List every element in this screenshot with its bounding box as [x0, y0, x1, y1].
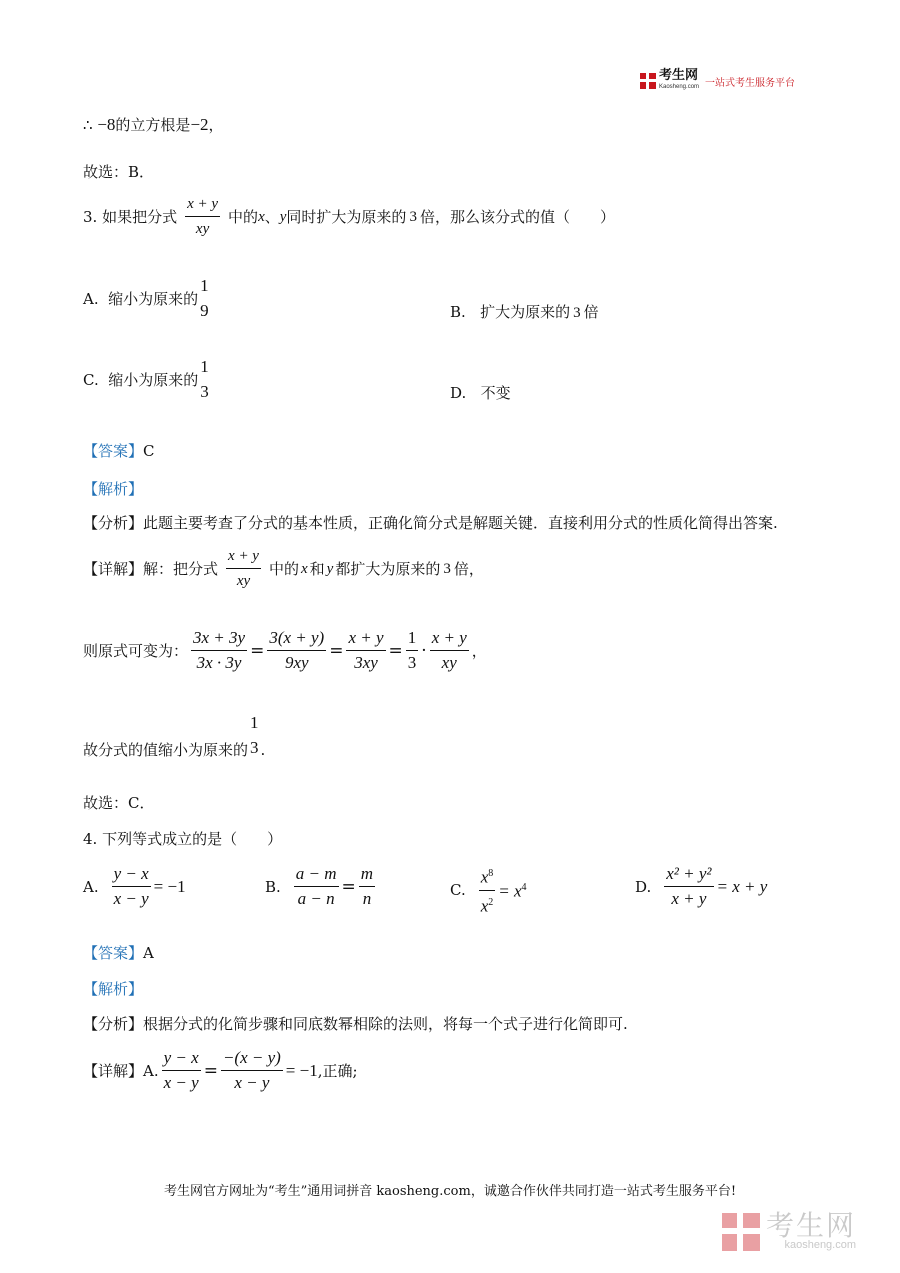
answer-3: 【答案】C: [83, 442, 155, 460]
detail-3-fraction: $\frac{x + y}{xy}$: [228, 548, 259, 589]
header-brand: 考生网: [659, 67, 699, 82]
conclusion-3: 故分式的值缩小为原来的 1 3 .: [83, 712, 266, 759]
header-brand-domain: Kaosheng.com: [659, 84, 700, 90]
header-slogan: 一站式考生服务平台: [705, 77, 796, 89]
eq-fraction-3: $\frac{x + y}{3xy}$: [348, 628, 384, 672]
footer-text: 考生网官方网址为“考生”通用词拼音 kaosheng.com，诚邀合作伙伴共同打造一站式考生服务平台!: [163, 1184, 737, 1199]
watermark-brand: 考生网: [766, 1210, 857, 1241]
eq-fraction-2: $\frac{3(x + y)}{9xy}$: [269, 628, 325, 672]
eq-fraction-5: $\frac{x + y}{xy}$: [431, 628, 467, 672]
analysis-heading-3: 【解析】: [83, 480, 144, 498]
answer-4: 【答案】A: [83, 944, 154, 962]
watermark-domain: kaosheng.com: [784, 1239, 857, 1251]
eq-fraction-1: $\frac{3x + 3y}{3x \cdot 3y}$: [193, 628, 246, 672]
line-choose-b: 故选：B．: [83, 163, 155, 181]
q3-option-b[interactable]: B. 扩大为原来的 3 倍: [450, 303, 599, 321]
footer-watermark: [722, 1210, 857, 1251]
q3-fraction: $\frac{x + y}{xy}$: [187, 196, 219, 237]
analysis-4: 【分析】根据分式的化简步骤和同底数幂相除的法则，将每一个式子进行化简即可.: [83, 1015, 628, 1033]
kaosheng-logo-icon: [640, 73, 656, 89]
line-cube-root: ∴ −8的立方根是−2，: [83, 115, 224, 134]
detail-3: 【详解】 解：把分式 $\frac{x + y}{xy}$ 中的 x 和 y 都扩大为原来的 3 倍，: [83, 548, 484, 589]
q4-option-b[interactable]: B. $\frac{a - m}{a - n}$ = $\frac{m}{n}$: [265, 864, 374, 908]
q3-option-a[interactable]: A. 缩小为原来的 1 9: [83, 276, 209, 320]
optC-fraction: 1 3: [200, 357, 209, 401]
question-4: 4. 下列等式成立的是（ ）: [83, 830, 283, 848]
eq-fraction-4: $\frac{1}{3}$: [407, 628, 417, 672]
analysis-heading-4: 【解析】: [83, 980, 144, 998]
line-choose-c: 故选：C．: [83, 794, 155, 812]
equation-chain: 则原式可变为： $\frac{3x + 3y}{3x \cdot 3y}$ = $\frac{3(x + y)}{9xy}$ = $\frac{x + y}{3xy}$ = $\frac{1}{3}$ · $\frac{x + y}{xy}$ ，: [83, 628, 487, 672]
detail-4: 【详解】 A. $\frac{y - x}{x - y}$ = $\frac{-(x - y)}{x - y}$ = −1 ,正确;: [83, 1048, 358, 1092]
q3-option-c[interactable]: C. 缩小为原来的 1 3: [83, 357, 209, 401]
conclusion-fraction: 1 3: [250, 712, 259, 757]
header-logo: [640, 67, 796, 92]
question-3: 3. 如果把分式 $\frac{x + y}{xy}$ 中的 x 、 y 同时扩大为原来的 3 倍，那么该分式的值（ ）: [83, 196, 615, 237]
q4-option-a[interactable]: A. $\frac{y - x}{x - y}$ = −1: [83, 864, 186, 908]
optA-fraction: 1 9: [200, 276, 209, 320]
q4-option-d[interactable]: D. $\frac{\text{x² + y²}}{x + y}$ = x + y: [635, 864, 768, 908]
q4-option-c[interactable]: C. $\frac{x^8}{x^2}$ = $x^4$: [450, 864, 527, 916]
q3-option-d[interactable]: D. 不变: [450, 384, 511, 402]
analysis-3: 【分析】此题主要考查了分式的基本性质，正确化简分式是解题关键．直接利用分式的性质化简得出答案.: [83, 514, 778, 532]
watermark-logo-icon: [722, 1213, 760, 1251]
